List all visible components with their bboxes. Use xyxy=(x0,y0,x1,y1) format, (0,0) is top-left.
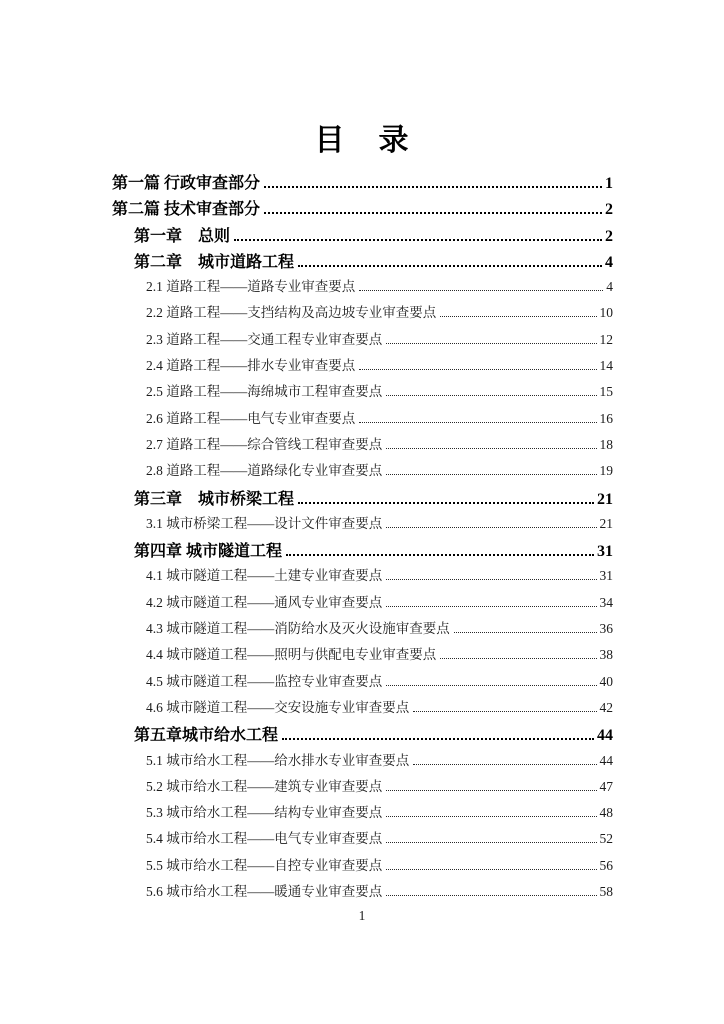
toc-entry[interactable] xyxy=(112,538,613,564)
dot-leader xyxy=(234,239,602,241)
toc-entry-label: 2.3 道路工程——交通工程专业审查要点 xyxy=(146,331,383,347)
dot-leader xyxy=(413,764,596,765)
toc-entry-page-number: 48 xyxy=(599,805,613,821)
dot-leader xyxy=(359,422,596,423)
dot-leader xyxy=(264,212,602,214)
toc-entry-label: 2.8 道路工程——道路绿化专业审查要点 xyxy=(146,463,383,479)
toc-entry[interactable] xyxy=(112,854,613,880)
dot-leader xyxy=(282,738,594,740)
toc-entry-label: 5.5 城市给水工程——自控专业审查要点 xyxy=(146,857,383,873)
toc-entry[interactable] xyxy=(112,433,613,459)
toc-entry-page-number: 10 xyxy=(599,305,613,321)
toc-entry-label: 第二篇 技术审查部分 xyxy=(112,201,261,219)
toc-entry-label: 2.6 道路工程——电气专业审查要点 xyxy=(146,410,356,426)
toc-entry-page-number: 2 xyxy=(605,201,613,219)
toc-entry-page-number: 2 xyxy=(605,227,613,245)
toc-entry-label: 4.1 城市隧道工程——土建专业审查要点 xyxy=(146,568,383,584)
dot-leader xyxy=(386,606,596,607)
toc-entry-label: 5.4 城市给水工程——电气专业审查要点 xyxy=(146,831,383,847)
toc-entry-label: 2.2 道路工程——支挡结构及高边坡专业审查要点 xyxy=(146,305,437,321)
toc-entry-label: 第一章 总则 xyxy=(134,227,231,245)
toc-entry[interactable] xyxy=(112,407,613,433)
dot-leader xyxy=(386,474,596,475)
dot-leader xyxy=(264,186,602,188)
toc-entry-page-number: 42 xyxy=(599,699,613,715)
dot-leader xyxy=(386,895,596,896)
toc-entry-page-number: 44 xyxy=(597,727,613,745)
dot-leader xyxy=(386,395,596,396)
dot-leader xyxy=(386,816,596,817)
toc-entry-page-number: 14 xyxy=(599,358,613,374)
toc-entry-label: 5.1 城市给水工程——给水排水专业审查要点 xyxy=(146,752,410,768)
toc-entry[interactable] xyxy=(112,512,613,538)
toc-entry[interactable] xyxy=(112,380,613,406)
toc-entry-label: 4.3 城市隧道工程——消防给水及灭火设施审查要点 xyxy=(146,621,450,637)
toc-entry-label: 4.6 城市隧道工程——交安设施专业审查要点 xyxy=(146,699,410,715)
toc-entry-page-number: 21 xyxy=(599,515,613,531)
toc-entry[interactable] xyxy=(112,696,613,722)
toc-entry[interactable] xyxy=(112,643,613,669)
toc-entry[interactable] xyxy=(112,722,613,748)
toc-entry[interactable] xyxy=(112,170,613,196)
toc-entry[interactable] xyxy=(112,275,613,301)
toc-entry[interactable] xyxy=(112,249,613,275)
toc-entry-page-number: 40 xyxy=(599,673,613,689)
toc-entry[interactable] xyxy=(112,801,613,827)
toc-entry-label: 第一篇 行政审查部分 xyxy=(112,175,261,192)
toc-entry-label: 4.2 城市隧道工程——通风专业审查要点 xyxy=(146,594,383,610)
toc-entry-label: 第二章 城市道路工程 xyxy=(134,253,295,271)
toc-entry-label: 第五章城市给水工程 xyxy=(134,727,279,745)
toc-entry-page-number: 12 xyxy=(599,331,613,347)
table-of-contents xyxy=(112,170,613,906)
toc-entry-page-number: 38 xyxy=(599,647,613,663)
toc-entry[interactable] xyxy=(112,354,613,380)
toc-entry-page-number: 19 xyxy=(599,463,613,479)
toc-entry-page-number: 34 xyxy=(599,594,613,610)
toc-entry-page-number: 1 xyxy=(605,175,613,192)
toc-entry-label: 5.6 城市给水工程——暖通专业审查要点 xyxy=(146,884,383,900)
toc-entry-label: 2.1 道路工程——道路专业审查要点 xyxy=(146,279,356,295)
toc-entry[interactable] xyxy=(112,591,613,617)
toc-entry-page-number: 16 xyxy=(599,410,613,426)
toc-entry[interactable] xyxy=(112,670,613,696)
toc-entry[interactable] xyxy=(112,749,613,775)
dot-leader xyxy=(386,343,596,344)
toc-entry-page-number: 58 xyxy=(599,884,613,900)
dot-leader xyxy=(386,579,596,580)
toc-entry-page-number: 15 xyxy=(599,384,613,400)
footer-page-number: 1 xyxy=(358,908,366,923)
toc-entry-label: 4.4 城市隧道工程——照明与供配电专业审查要点 xyxy=(146,647,437,663)
dot-leader xyxy=(386,842,596,843)
dot-leader xyxy=(413,711,596,712)
toc-entry-page-number: 4 xyxy=(606,279,613,295)
dot-leader xyxy=(454,632,597,633)
page-title: 目 录 xyxy=(314,124,411,157)
dot-leader xyxy=(359,369,596,370)
toc-entry[interactable] xyxy=(112,827,613,853)
toc-entry[interactable] xyxy=(112,564,613,590)
dot-leader xyxy=(359,290,603,291)
toc-entry[interactable] xyxy=(112,617,613,643)
dot-leader xyxy=(386,790,596,791)
toc-entry[interactable] xyxy=(112,880,613,906)
toc-entry[interactable] xyxy=(112,328,613,354)
toc-entry-page-number: 4 xyxy=(605,253,613,271)
toc-entry-label: 3.1 城市桥梁工程——设计文件审查要点 xyxy=(146,515,383,531)
toc-entry-label: 5.3 城市给水工程——结构专业审查要点 xyxy=(146,805,383,821)
toc-entry-label: 2.5 道路工程——海绵城市工程审查要点 xyxy=(146,384,383,400)
toc-entry[interactable] xyxy=(112,301,613,327)
toc-entry-label: 第四章 城市隧道工程 xyxy=(134,543,283,561)
toc-entry-page-number: 44 xyxy=(599,752,613,768)
dot-leader xyxy=(386,527,596,528)
toc-entry-page-number: 21 xyxy=(597,490,613,508)
dot-leader xyxy=(286,554,594,556)
toc-entry-page-number: 52 xyxy=(599,831,613,847)
toc-entry-label: 2.4 道路工程——排水专业审查要点 xyxy=(146,358,356,374)
toc-entry-label: 2.7 道路工程——综合管线工程审查要点 xyxy=(146,436,383,452)
toc-entry[interactable] xyxy=(112,223,613,249)
toc-entry[interactable] xyxy=(112,775,613,801)
toc-entry-page-number: 47 xyxy=(599,778,613,794)
dot-leader xyxy=(440,316,596,317)
toc-entry-label: 5.2 城市给水工程——建筑专业审查要点 xyxy=(146,778,383,794)
dot-leader xyxy=(298,502,594,504)
dot-leader xyxy=(440,658,596,659)
toc-entry-page-number: 31 xyxy=(597,543,613,561)
toc-entry[interactable] xyxy=(112,459,613,485)
toc-entry-page-number: 18 xyxy=(599,436,613,452)
dot-leader xyxy=(386,869,596,870)
toc-entry-label: 第三章 城市桥梁工程 xyxy=(134,490,295,508)
toc-entry[interactable] xyxy=(112,486,613,512)
toc-entry-page-number: 56 xyxy=(599,857,613,873)
toc-entry-page-number: 36 xyxy=(599,621,613,637)
dot-leader xyxy=(298,265,602,267)
toc-entry-label: 4.5 城市隧道工程——监控专业审查要点 xyxy=(146,673,383,689)
toc-entry[interactable] xyxy=(112,196,613,222)
dot-leader xyxy=(386,448,596,449)
toc-entry-page-number: 31 xyxy=(599,568,613,584)
dot-leader xyxy=(386,685,596,686)
